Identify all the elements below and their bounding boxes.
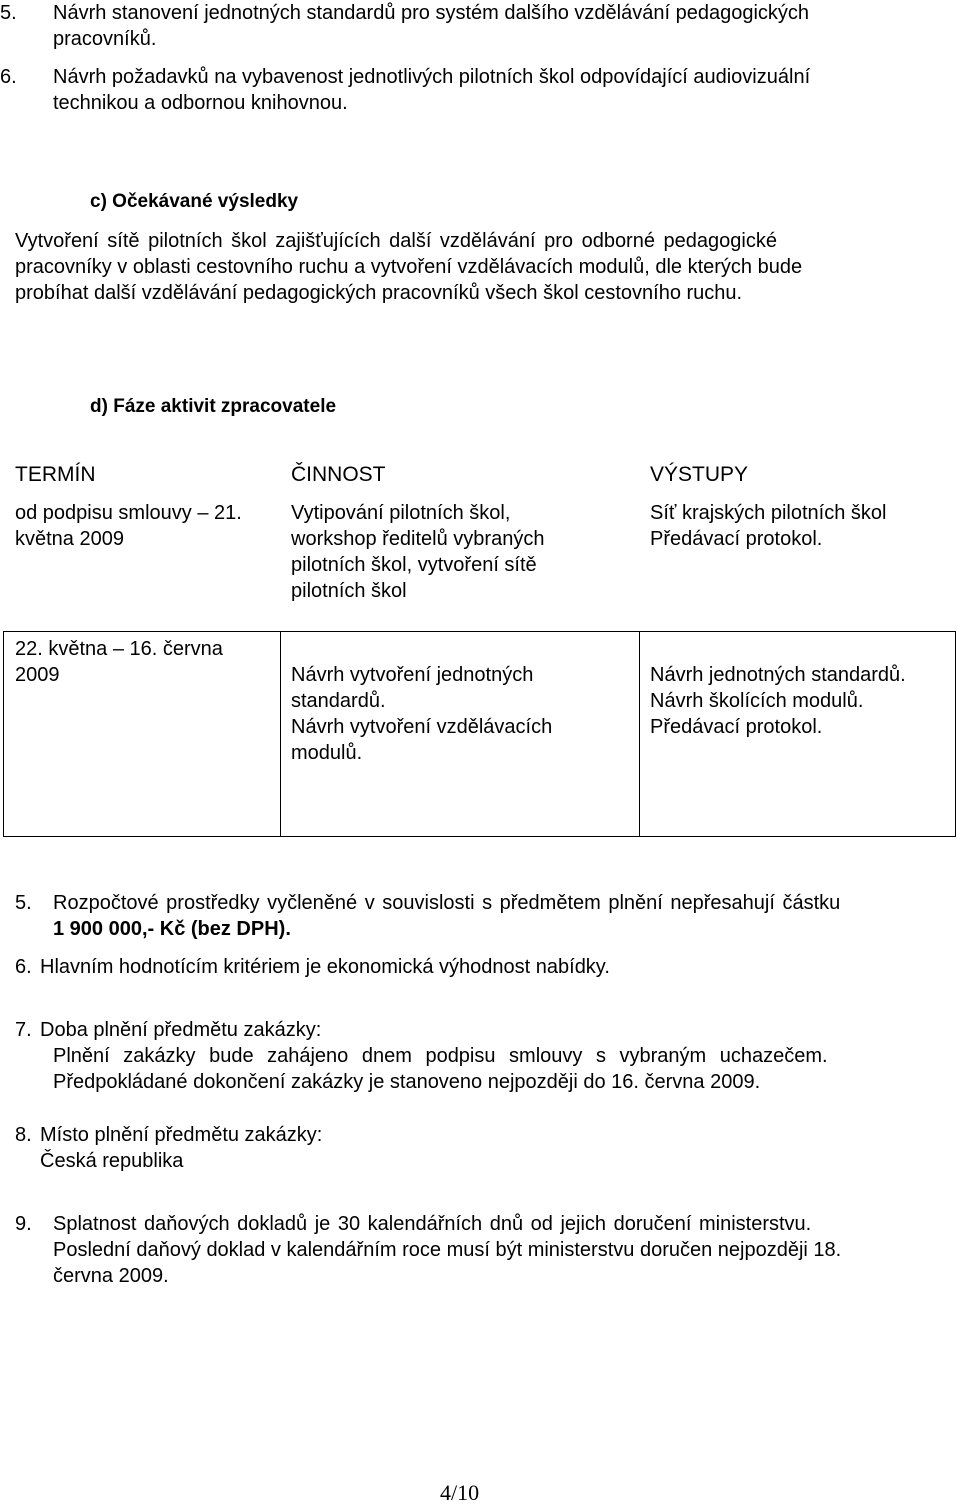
cell-line: pilotních škol, vytvoření sítě [291, 554, 537, 576]
table-cell-vystupy [650, 500, 886, 552]
cell-line: 22. května – 16. června [15, 638, 223, 660]
list-item-7-bottom [15, 1017, 945, 1095]
list-text: Rozpočtové prostředky vyčleněné v souvislosti s předmětem plnění nepřesahují částku [53, 892, 841, 914]
list-text: Plnění zakázky bude zahájeno dnem podpisu smlouvy s vybraným uchazečem. [53, 1045, 828, 1067]
list-item-6-top [0, 64, 950, 116]
cell-line: Síť krajských pilotních škol [650, 502, 887, 524]
cell-line: 2009 [15, 664, 60, 686]
table-header-termin: TERMÍN [15, 463, 96, 486]
cell-line: pilotních škol [291, 580, 407, 602]
list-item-5-bottom [15, 890, 945, 942]
list-number: 5. [0, 2, 17, 24]
list-item-5-top [0, 0, 950, 52]
table-cell-cinnost [291, 500, 544, 604]
cell-line: Návrh vytvoření vzdělávacích [291, 716, 553, 738]
cell-line: modulů. [291, 742, 363, 764]
cell-line: Předávací protokol. [650, 528, 823, 550]
list-text: Návrh požadavků na vybavenost jednotlivých pilotních škol odpovídající audiovizuální [53, 66, 811, 88]
list-text-bold: 1 900 000,- Kč (bez DPH). [53, 918, 291, 940]
list-text: Česká republika [40, 1150, 184, 1172]
page-number: 4/10 [440, 1480, 480, 1505]
section-d-heading: d) Fáze aktivit zpracovatele [90, 396, 337, 417]
table-cell-termin [15, 500, 242, 552]
list-item-6-bottom [15, 954, 945, 980]
list-text: Poslední daňový doklad v kalendářním roce musí být ministerstvu doručen nejpozději 18. [53, 1239, 842, 1261]
list-text: června 2009. [53, 1265, 169, 1287]
table-cell-cinnost [291, 662, 552, 766]
list-number: 9. [15, 1213, 32, 1235]
list-number: 7. [15, 1019, 32, 1041]
paragraph-line: Vytvoření sítě pilotních škol zajišťujících další vzdělávání pro odborné pedagogické [15, 230, 777, 252]
cell-line: května 2009 [15, 528, 124, 550]
cell-line: workshop ředitelů vybraných [291, 528, 545, 550]
cell-line: od podpisu smlouvy – 21. [15, 502, 242, 524]
list-number: 6. [0, 66, 17, 88]
list-text: pracovníků. [53, 28, 157, 50]
list-title: Doba plnění předmětu zakázky: [40, 1019, 322, 1041]
list-item-9-bottom [15, 1211, 945, 1289]
list-text: Splatnost daňových dokladů je 30 kalendářních dnů od jejich doručení ministerstvu. [53, 1213, 812, 1235]
list-item-8-bottom [15, 1122, 945, 1174]
section-c-heading: c) Očekávané výsledky [90, 191, 299, 212]
table-header-vystupy: VÝSTUPY [650, 463, 749, 486]
section-c-paragraph [15, 228, 945, 306]
list-text: Návrh stanovení jednotných standardů pro systém dalšího vzdělávání pedagogických [53, 2, 810, 24]
table-cell-vystupy [650, 662, 906, 740]
cell-line: Návrh jednotných standardů. [650, 664, 906, 686]
paragraph-line: probíhat další vzdělávání pedagogických pracovníků všech škol cestovního ruchu. [15, 282, 743, 304]
list-number: 5. [15, 892, 32, 914]
cell-line: standardů. [291, 690, 386, 712]
table-column-divider [280, 631, 281, 837]
table-cell-termin [15, 636, 223, 688]
list-text: Předpokládané dokončení zakázky je stanoveno nejpozději do 16. června 2009. [53, 1071, 761, 1093]
cell-line: Návrh vytvoření jednotných [291, 664, 534, 686]
list-title: Místo plnění předmětu zakázky: [40, 1124, 323, 1146]
paragraph-line: pracovníky v oblasti cestovního ruchu a vytvoření vzdělávacích modulů, dle kterých bude [15, 256, 803, 278]
cell-line: Vytipování pilotních škol, [291, 502, 511, 524]
list-text: technikou a odbornou knihovnou. [53, 92, 348, 114]
cell-line: Návrh školících modulů. [650, 690, 864, 712]
list-number: 6. [15, 956, 32, 978]
table-column-divider [639, 631, 640, 837]
list-number: 8. [15, 1124, 32, 1146]
list-text: Hlavním hodnotícím kritériem je ekonomická výhodnost nabídky. [40, 956, 610, 978]
cell-line: Předávací protokol. [650, 716, 823, 738]
table-header-cinnost: ČINNOST [291, 463, 386, 486]
